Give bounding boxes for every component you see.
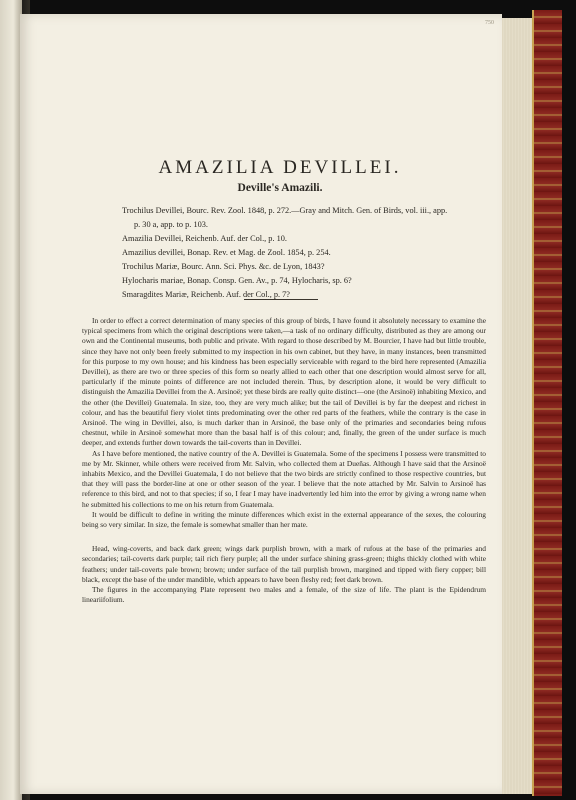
common-name: Deville's Amazili. bbox=[237, 182, 323, 194]
reference-entry: Hylocharis mariae, Bonap. Consp. Gen. Av., p. 74, Hylocharis, sp. 6? bbox=[122, 276, 352, 285]
reference-entry: Trochilus Mariæ, Bourc. Ann. Sci. Phys. &c. de Lyon, 1843? bbox=[122, 262, 325, 271]
species-title: AMAZILIA DEVILLEI. bbox=[158, 157, 402, 178]
body-paragraph: As I have before mentioned, the native country of the A. Devillei is Guatemala. Some of the specimens I possess were transmitted to me by Mr. Skinner, while others were received from Mr. Salvin, who collected them at Dueñas. Although I have said that the Arsinoë inhabits Mexico, and the Devillei Guatemala, I do not believe that the two birds are strictly confined to those respective countries, but that they will pass the border-line at one or other season of the year. I believe that the note attached by Mr. Salvin to Arsinoë has reference to this bird, and not to that species; if so, I fear I may have inadvertently led him into the error by giving a wrong name when he submitted his collections to me on his return from Guatemala. bbox=[82, 448, 486, 509]
plate-note-paragraph: The figures in the accompanying Plate represent two males and a female, of the size of life. The plant is the Epidendrum lineariifolium. bbox=[82, 585, 486, 605]
description-paragraph: Head, wing-coverts, and back dark green; wings dark purplish brown, with a mark of rufous at the base of the primaries and secondaries; tail-coverts dark purple; tail rich fiery purple; all the under surface shining grass-green; thighs thickly clothed with white feathers; under tail-coverts pale brown; brown; under surface of the tail purplish brown, margined and tipped with fiery copper; bill black, except the base of the under mandible, which appears to have been fleshy red; feet dark brown. bbox=[82, 544, 486, 584]
body-paragraph: In order to effect a correct determination of many species of this group of birds, I have found it absolutely necessary to examine the typical specimens from which the original descriptions were taken,—a task of no ordinary difficulty, distributed as they are among our own and the Continental museums, both public and private. With regard to those described by M. Bourcier, I have had but little trouble, since they have not only been freely submitted to my inspection in his own cabinet, but they have, in many instances, been transmitted for this purpose to my own house; and his kindness has been especially serviceable with regard to the bird here represented (Amazilia Devillei), as there are two or three species of this form so nearly allied to each other that one description would almost serve for all, particularly if the minute points of difference are not included therein. Thus, by description alone, it would be very difficult to distinguish the Amazilia Devillei from the A. Arsinoë; yet these birds are really quite distinct—one (the Arsinoë) inhabiting Mexico, and the other (the Devillei) Guatemala. In size, too, they are very much alike; but the tail of Devillei is by far the deepest and richest in colour, and has the beautiful fiery violet tints predominating over the other red parts of the feathers, while the contrary is the case in Arsinoë. The wing in Devillei, also, is much darker than in Arsinoë, the base only of the primaries and secondaries being rufous chestnut, while in Arsinoë somewhat more than the basal half is of this colour; and, finally, the green of the under surface is much deeper, and extends further down towards the tail-coverts than in Devillei. bbox=[82, 316, 486, 448]
section-divider bbox=[244, 299, 318, 300]
reference-entry: Trochilus Devillei, Bourc. Rev. Zool. 1848, p. 272.—Gray and Mitch. Gen. of Birds, vol. iii., app. p. 30 a, app. to p. 103. bbox=[122, 206, 448, 229]
article-body bbox=[82, 316, 486, 605]
book-page bbox=[20, 14, 502, 794]
page-block-edges bbox=[502, 18, 532, 794]
page-folio: 750 bbox=[485, 20, 494, 26]
reference-entry: Amazilius devillei, Bonap. Rev. et Mag. de Zool. 1854, p. 254. bbox=[122, 248, 331, 257]
body-paragraph: It would be difficult to define in writing the minute differences which exist in the external appearance of the sexes, the colouring being so very similar. In size, the female is somewhat smaller than her mate. bbox=[82, 509, 486, 530]
synonymy-references bbox=[122, 204, 452, 302]
book-binding bbox=[532, 10, 562, 796]
reference-entry: Amazilia Devillei, Reichenb. Auf. der Col., p. 10. bbox=[122, 234, 287, 243]
reference-entry: Smaragdites Mariæ, Reichenb. Auf. der Col., p. 7? bbox=[122, 290, 290, 299]
